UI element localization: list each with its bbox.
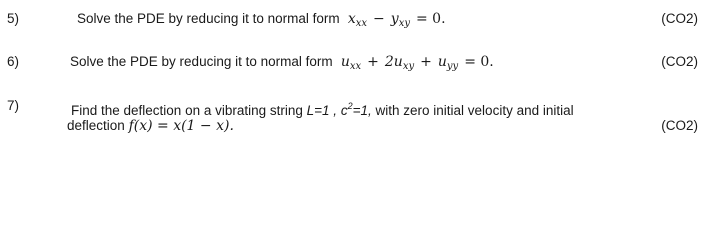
question-number: 5) (7, 11, 20, 26)
string-length: L=1 , (306, 103, 338, 118)
initial-deflection: f(x) = x(1 − x). (128, 118, 234, 134)
course-outcome-tag: (CO2) (661, 11, 698, 26)
pde-equation: $x_{xx} - y_{xy} = 0$. (347, 11, 446, 29)
question-text-line-2: deflection f(x) = x(1 − x). (67, 118, 234, 134)
question-prompt: Solve the PDE by reducing it to normal form (70, 54, 333, 69)
course-outcome-tag: (CO2) (661, 118, 698, 133)
question-text (77, 10, 446, 33)
question-text-line-1: Find the deflection on a vibrating string L=1 , $c^2=1$, with zero initial velocity and initial (71, 101, 574, 118)
question-text (70, 53, 494, 76)
wave-speed: $c^2=1$, (340, 101, 372, 118)
question-number: 6) (7, 54, 20, 69)
course-outcome-tag: (CO2) (661, 54, 698, 69)
question-number: 7) (7, 98, 20, 113)
question-prompt: Solve the PDE by reducing it to normal form (77, 11, 340, 26)
pde-equation: $u_{xx} + 2u_{xy} + u_{yy} = 0$. (340, 54, 494, 72)
